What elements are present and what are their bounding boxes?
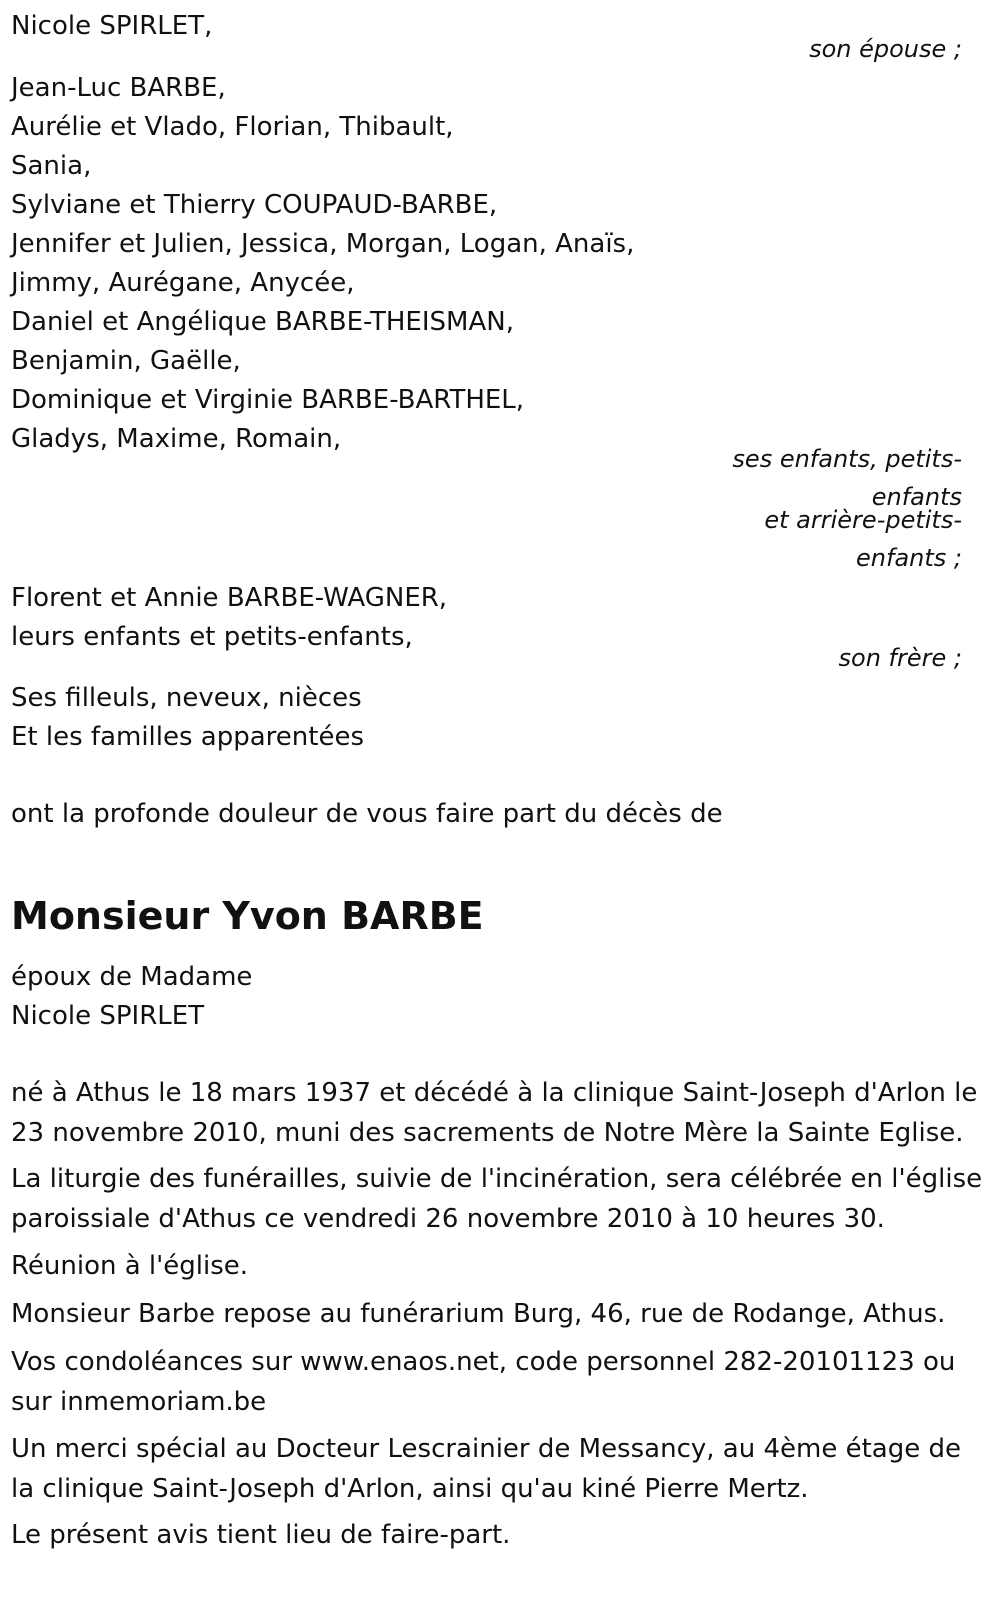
announcement-intro: ont la profonde douleur de vous faire part du décès de	[11, 799, 723, 829]
family-line: Jennifer et Julien, Jessica, Morgan, Logan, Anaïs,	[11, 229, 635, 259]
paragraph-closing: Le présent avis tient lieu de faire-part.	[11, 1520, 511, 1550]
children-role-line: ses enfants, petits-	[732, 445, 962, 473]
deceased-name: Monsieur Yvon BARBE	[11, 894, 484, 938]
brother-line: leurs enfants et petits-enfants,	[11, 622, 413, 652]
family-line: Jimmy, Aurégane, Anycée,	[11, 268, 355, 298]
brother-line: Florent et Annie BARBE-WAGNER,	[11, 583, 448, 613]
family-line: Benjamin, Gaëlle,	[11, 346, 241, 376]
spouse-name: Nicole SPIRLET,	[11, 11, 213, 41]
children-role-line: enfants	[871, 483, 962, 511]
family-line: Gladys, Maxime, Romain,	[11, 424, 342, 454]
paragraph-meeting: Réunion à l'église.	[11, 1251, 249, 1281]
paragraph-condolences: Vos condoléances sur www.enaos.net, code personnel 282-20101123 ou sur inmemoriam.be	[11, 1347, 956, 1417]
spouse-of-line: Nicole SPIRLET	[11, 1001, 205, 1031]
spouse-role: son épouse ;	[809, 35, 962, 63]
family-line: Jean-Luc BARBE,	[11, 73, 226, 103]
family-line: Sylviane et Thierry COUPAUD-BARBE,	[11, 190, 498, 220]
children-role-line: enfants ;	[856, 544, 962, 572]
family-line: Daniel et Angélique BARBE-THEISMAN,	[11, 307, 514, 337]
relatives-line: Ses filleuls, neveux, nièces	[11, 683, 362, 713]
family-line: Dominique et Virginie BARBE-BARTHEL,	[11, 385, 525, 415]
paragraph-birth-death: né à Athus le 18 mars 1937 et décédé à la clinique Saint-Joseph d'Arlon le 23 novembre 2010, muni des sacrements de Notre Mère la Sainte Eglise.	[11, 1078, 978, 1148]
family-line: Aurélie et Vlado, Florian, Thibault,	[11, 112, 454, 142]
relatives-line: Et les familles apparentées	[11, 722, 365, 752]
children-role-line: et arrière-petits-	[764, 506, 962, 534]
paragraph-thanks: Un merci spécial au Docteur Lescrainier de Messancy, au 4ème étage de la clinique Saint-Joseph d'Arlon, ainsi qu'au kiné Pierre Mertz.	[11, 1434, 961, 1504]
paragraph-funerarium: Monsieur Barbe repose au funérarium Burg, 46, rue de Rodange, Athus.	[11, 1299, 946, 1329]
family-line: Sania,	[11, 151, 92, 181]
brother-role: son frère ;	[838, 644, 962, 672]
paragraph-funeral: La liturgie des funérailles, suivie de l'incinération, sera célébrée en l'église paroissiale d'Athus ce vendredi 26 novembre 2010 à 10 heures 30.	[11, 1164, 983, 1234]
spouse-of-line: époux de Madame	[11, 962, 253, 992]
